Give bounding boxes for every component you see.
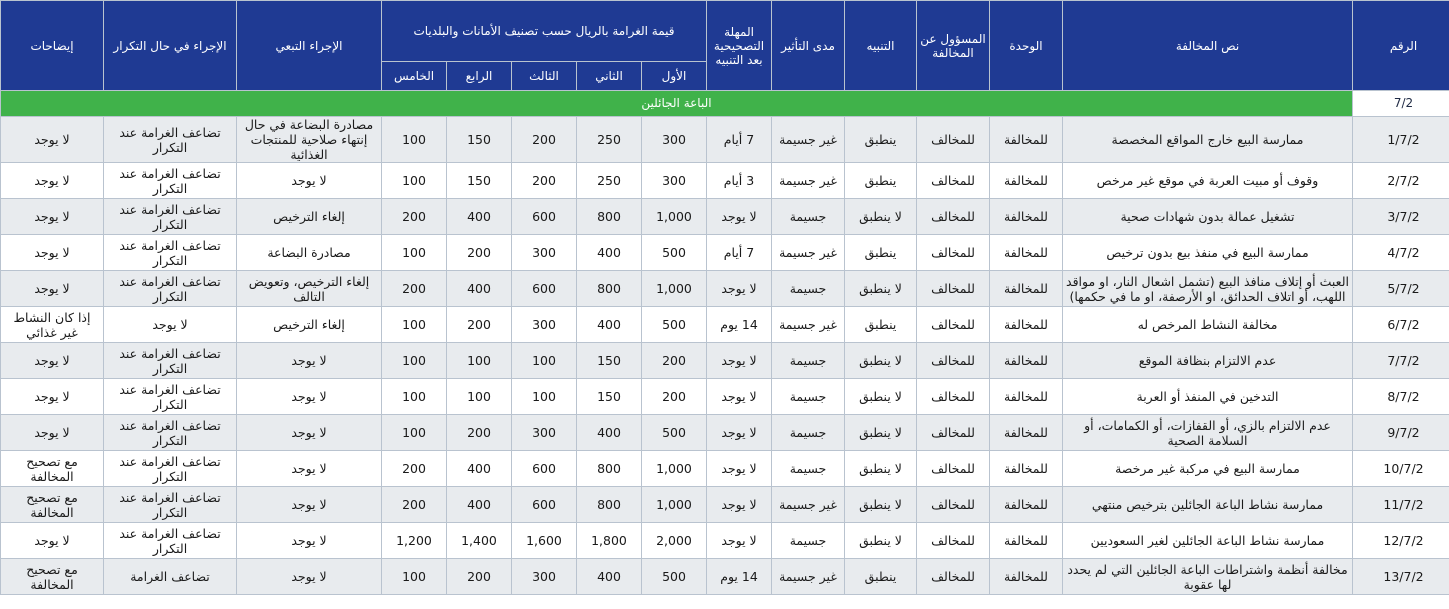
fine-fourth: 400: [447, 271, 512, 307]
header-severity: مدى التأثير: [772, 1, 845, 91]
violation-text: ممارسة نشاط الباعة الجائلين لغير السعوديين: [1063, 523, 1353, 559]
fine-first: 1,000: [642, 271, 707, 307]
violation-text: التدخين في المنفذ أو العربة: [1063, 379, 1353, 415]
unit-cell: للمخالفة: [990, 487, 1063, 523]
responsible-cell: للمخالف: [917, 343, 990, 379]
fine-third: 300: [512, 235, 577, 271]
fine-second: 800: [577, 271, 642, 307]
fine-fifth: 100: [382, 379, 447, 415]
section-number: 7/2: [1353, 91, 1449, 117]
violation-text: ممارسة البيع في منفذ بيع بدون ترخيص: [1063, 235, 1353, 271]
fine-first: 500: [642, 235, 707, 271]
warning-cell: ينطبق: [845, 307, 917, 343]
header-fourth: الرابع: [447, 62, 512, 91]
fine-fourth: 200: [447, 559, 512, 595]
header-repeat: الإجراء في حال التكرار: [104, 1, 237, 91]
violation-text: ممارسة البيع في مركبة غير مرخصة: [1063, 451, 1353, 487]
fine-third: 100: [512, 379, 577, 415]
grace-period-cell: لا يوجد: [707, 379, 772, 415]
violation-number: 10/7/2: [1353, 451, 1449, 487]
warning-cell: لا ينطبق: [845, 415, 917, 451]
followup-cell: لا يوجد: [237, 163, 382, 199]
warning-cell: لا ينطبق: [845, 523, 917, 559]
warning-cell: ينطبق: [845, 235, 917, 271]
notes-cell: إذا كان النشاط غير غذائي: [1, 307, 104, 343]
repeat-cell: تضاعف الغرامة عند التكرار: [104, 451, 237, 487]
notes-cell: لا يوجد: [1, 235, 104, 271]
unit-cell: للمخالفة: [990, 117, 1063, 163]
warning-cell: لا ينطبق: [845, 451, 917, 487]
warning-cell: ينطبق: [845, 163, 917, 199]
violation-text: عدم الالتزام بالزي، أو القفازات، أو الكمامات، أو السلامة الصحية: [1063, 415, 1353, 451]
violation-number: 6/7/2: [1353, 307, 1449, 343]
warning-cell: لا ينطبق: [845, 379, 917, 415]
header-text: نص المخالفة: [1063, 1, 1353, 91]
fine-fifth: 100: [382, 559, 447, 595]
violation-text: وقوف أو مبيت العربة في موقع غير مرخص: [1063, 163, 1353, 199]
fine-second: 800: [577, 487, 642, 523]
fine-fifth: 100: [382, 235, 447, 271]
fine-second: 150: [577, 379, 642, 415]
fine-fifth: 100: [382, 343, 447, 379]
fine-first: 500: [642, 307, 707, 343]
notes-cell: مع تصحيح المخالفة: [1, 559, 104, 595]
fine-fourth: 150: [447, 163, 512, 199]
fine-second: 1,800: [577, 523, 642, 559]
fine-fourth: 400: [447, 199, 512, 235]
notes-cell: مع تصحيح المخالفة: [1, 451, 104, 487]
responsible-cell: للمخالف: [917, 379, 990, 415]
unit-cell: للمخالفة: [990, 163, 1063, 199]
violation-text: العبث أو إتلاف منافذ البيع (تشمل اشعال النار، او مواقد اللهب، أو اتلاف الحدائق، او الأرصفة، او ما في حكمها): [1063, 271, 1353, 307]
fine-first: 1,000: [642, 451, 707, 487]
followup-cell: إلغاء الترخيص: [237, 199, 382, 235]
violation-text: مخالفة أنظمة واشتراطات الباعة الجائلين التي لم يحدد لها عقوبة: [1063, 559, 1353, 595]
fine-fourth: 400: [447, 487, 512, 523]
header-fifth: الخامس: [382, 62, 447, 91]
fine-fifth: 200: [382, 487, 447, 523]
violation-number: 4/7/2: [1353, 235, 1449, 271]
followup-cell: لا يوجد: [237, 415, 382, 451]
grace-period-cell: لا يوجد: [707, 271, 772, 307]
responsible-cell: للمخالف: [917, 117, 990, 163]
notes-cell: لا يوجد: [1, 199, 104, 235]
followup-cell: لا يوجد: [237, 343, 382, 379]
warning-cell: لا ينطبق: [845, 487, 917, 523]
fine-fourth: 200: [447, 415, 512, 451]
fine-second: 150: [577, 343, 642, 379]
fine-fourth: 1,400: [447, 523, 512, 559]
fine-fifth: 200: [382, 271, 447, 307]
followup-cell: مصادرة البضاعة في حال إنتهاء صلاحية للمنتجات الغذائية: [237, 117, 382, 163]
grace-period-cell: 3 أيام: [707, 163, 772, 199]
fine-fifth: 1,200: [382, 523, 447, 559]
fine-first: 200: [642, 379, 707, 415]
fine-fourth: 200: [447, 307, 512, 343]
fine-first: 1,000: [642, 199, 707, 235]
grace-period-cell: 14 يوم: [707, 307, 772, 343]
violation-number: 9/7/2: [1353, 415, 1449, 451]
table-row: [1, 117, 1449, 163]
unit-cell: للمخالفة: [990, 451, 1063, 487]
repeat-cell: تضاعف الغرامة عند التكرار: [104, 235, 237, 271]
severity-cell: غير جسيمة: [772, 163, 845, 199]
notes-cell: مع تصحيح المخالفة: [1, 487, 104, 523]
notes-cell: لا يوجد: [1, 523, 104, 559]
repeat-cell: تضاعف الغرامة عند التكرار: [104, 271, 237, 307]
repeat-cell: تضاعف الغرامة عند التكرار: [104, 199, 237, 235]
severity-cell: غير جسيمة: [772, 559, 845, 595]
fine-fourth: 100: [447, 379, 512, 415]
header-num: الرقم: [1353, 1, 1449, 91]
fine-fifth: 100: [382, 307, 447, 343]
unit-cell: للمخالفة: [990, 343, 1063, 379]
unit-cell: للمخالفة: [990, 559, 1063, 595]
repeat-cell: تضاعف الغرامة عند التكرار: [104, 379, 237, 415]
fine-second: 400: [577, 307, 642, 343]
table-row: [1, 307, 1449, 343]
violation-text: عدم الالتزام بنظافة الموقع: [1063, 343, 1353, 379]
warning-cell: ينطبق: [845, 117, 917, 163]
grace-period-cell: 7 أيام: [707, 235, 772, 271]
violation-text: تشغيل عمالة بدون شهادات صحية: [1063, 199, 1353, 235]
repeat-cell: تضاعف الغرامة عند التكرار: [104, 117, 237, 163]
severity-cell: جسيمة: [772, 271, 845, 307]
grace-period-cell: 14 يوم: [707, 559, 772, 595]
responsible-cell: للمخالف: [917, 415, 990, 451]
fine-first: 300: [642, 117, 707, 163]
violation-number: 5/7/2: [1353, 271, 1449, 307]
fine-second: 400: [577, 415, 642, 451]
violation-number: 11/7/2: [1353, 487, 1449, 523]
table-row: [1, 559, 1449, 595]
fine-first: 2,000: [642, 523, 707, 559]
table-row: [1, 379, 1449, 415]
severity-cell: جسيمة: [772, 199, 845, 235]
warning-cell: لا ينطبق: [845, 343, 917, 379]
unit-cell: للمخالفة: [990, 415, 1063, 451]
grace-period-cell: 7 أيام: [707, 117, 772, 163]
grace-period-cell: لا يوجد: [707, 199, 772, 235]
fine-first: 200: [642, 343, 707, 379]
grace-period-cell: لا يوجد: [707, 343, 772, 379]
fine-second: 800: [577, 451, 642, 487]
repeat-cell: تضاعف الغرامة عند التكرار: [104, 343, 237, 379]
fine-third: 200: [512, 117, 577, 163]
severity-cell: جسيمة: [772, 451, 845, 487]
grace-period-cell: لا يوجد: [707, 451, 772, 487]
fine-second: 400: [577, 235, 642, 271]
fine-second: 250: [577, 163, 642, 199]
fine-fourth: 200: [447, 235, 512, 271]
fine-third: 100: [512, 343, 577, 379]
unit-cell: للمخالفة: [990, 199, 1063, 235]
grace-period-cell: لا يوجد: [707, 487, 772, 523]
violation-number: 12/7/2: [1353, 523, 1449, 559]
header-responsible: المسؤول عن المخالفة: [917, 1, 990, 91]
fine-first: 500: [642, 559, 707, 595]
responsible-cell: للمخالف: [917, 271, 990, 307]
table-row: [1, 163, 1449, 199]
fine-second: 250: [577, 117, 642, 163]
repeat-cell: تضاعف الغرامة: [104, 559, 237, 595]
header-notes: إيضاحات: [1, 1, 104, 91]
header-third: الثالث: [512, 62, 577, 91]
followup-cell: إلغاء الترخيص، وتعويض التالف: [237, 271, 382, 307]
warning-cell: لا ينطبق: [845, 271, 917, 307]
table-row: [1, 271, 1449, 307]
responsible-cell: للمخالف: [917, 523, 990, 559]
violation-number: 1/7/2: [1353, 117, 1449, 163]
notes-cell: لا يوجد: [1, 117, 104, 163]
fine-third: 600: [512, 451, 577, 487]
severity-cell: غير جسيمة: [772, 117, 845, 163]
fine-first: 500: [642, 415, 707, 451]
unit-cell: للمخالفة: [990, 523, 1063, 559]
followup-cell: لا يوجد: [237, 451, 382, 487]
fine-second: 800: [577, 199, 642, 235]
unit-cell: للمخالفة: [990, 307, 1063, 343]
section-row: [1, 91, 1449, 117]
fine-fifth: 100: [382, 117, 447, 163]
unit-cell: للمخالفة: [990, 379, 1063, 415]
notes-cell: لا يوجد: [1, 379, 104, 415]
followup-cell: لا يوجد: [237, 523, 382, 559]
grace-period-cell: لا يوجد: [707, 523, 772, 559]
severity-cell: جسيمة: [772, 343, 845, 379]
table-row: [1, 343, 1449, 379]
notes-cell: لا يوجد: [1, 415, 104, 451]
fine-third: 600: [512, 487, 577, 523]
header-followup: الإجراء التبعي: [237, 1, 382, 91]
violation-number: 7/7/2: [1353, 343, 1449, 379]
unit-cell: للمخالفة: [990, 271, 1063, 307]
violation-number: 3/7/2: [1353, 199, 1449, 235]
table-row: [1, 487, 1449, 523]
severity-cell: غير جسيمة: [772, 487, 845, 523]
fine-third: 1,600: [512, 523, 577, 559]
repeat-cell: تضاعف الغرامة عند التكرار: [104, 415, 237, 451]
severity-cell: غير جسيمة: [772, 235, 845, 271]
repeat-cell: تضاعف الغرامة عند التكرار: [104, 487, 237, 523]
severity-cell: جسيمة: [772, 379, 845, 415]
fine-third: 600: [512, 271, 577, 307]
repeat-cell: تضاعف الغرامة عند التكرار: [104, 523, 237, 559]
violation-text: ممارسة نشاط الباعة الجائلين بترخيص منتهي: [1063, 487, 1353, 523]
fine-fifth: 100: [382, 415, 447, 451]
header-warning: التنبيه: [845, 1, 917, 91]
repeat-cell: تضاعف الغرامة عند التكرار: [104, 163, 237, 199]
header-grace: المهلة التصحيحية بعد التنبيه: [707, 1, 772, 91]
severity-cell: جسيمة: [772, 415, 845, 451]
fine-third: 300: [512, 559, 577, 595]
fine-second: 400: [577, 559, 642, 595]
table-row: [1, 199, 1449, 235]
fine-third: 600: [512, 199, 577, 235]
fine-third: 200: [512, 163, 577, 199]
responsible-cell: للمخالف: [917, 307, 990, 343]
followup-cell: مصادرة البضاعة: [237, 235, 382, 271]
responsible-cell: للمخالف: [917, 559, 990, 595]
notes-cell: لا يوجد: [1, 271, 104, 307]
table-row: [1, 235, 1449, 271]
fine-fifth: 200: [382, 451, 447, 487]
severity-cell: غير جسيمة: [772, 307, 845, 343]
violation-number: 2/7/2: [1353, 163, 1449, 199]
fine-first: 300: [642, 163, 707, 199]
fine-fifth: 100: [382, 163, 447, 199]
header-unit: الوحدة: [990, 1, 1063, 91]
followup-cell: إلغاء الترخيص: [237, 307, 382, 343]
violation-number: 13/7/2: [1353, 559, 1449, 595]
responsible-cell: للمخالف: [917, 451, 990, 487]
header-first: الأول: [642, 62, 707, 91]
followup-cell: لا يوجد: [237, 487, 382, 523]
responsible-cell: للمخالف: [917, 487, 990, 523]
unit-cell: للمخالفة: [990, 235, 1063, 271]
repeat-cell: لا يوجد: [104, 307, 237, 343]
warning-cell: لا ينطبق: [845, 199, 917, 235]
fine-fourth: 100: [447, 343, 512, 379]
warning-cell: ينطبق: [845, 559, 917, 595]
fine-first: 1,000: [642, 487, 707, 523]
section-title: الباعة الجائلين: [1, 91, 1353, 117]
fine-fourth: 150: [447, 117, 512, 163]
violation-text: مخالفة النشاط المرخص له: [1063, 307, 1353, 343]
severity-cell: جسيمة: [772, 523, 845, 559]
fine-fifth: 200: [382, 199, 447, 235]
fine-fourth: 400: [447, 451, 512, 487]
header-second: الثاني: [577, 62, 642, 91]
grace-period-cell: لا يوجد: [707, 415, 772, 451]
violation-number: 8/7/2: [1353, 379, 1449, 415]
violation-text: ممارسة البيع خارج المواقع المخصصة: [1063, 117, 1353, 163]
responsible-cell: للمخالف: [917, 235, 990, 271]
notes-cell: لا يوجد: [1, 343, 104, 379]
fine-third: 300: [512, 415, 577, 451]
responsible-cell: للمخالف: [917, 199, 990, 235]
responsible-cell: للمخالف: [917, 163, 990, 199]
followup-cell: لا يوجد: [237, 559, 382, 595]
followup-cell: لا يوجد: [237, 379, 382, 415]
header-fine-group: قيمة الغرامة بالريال حسب تصنيف الأمانات والبلديات: [382, 1, 707, 62]
table-row: [1, 451, 1449, 487]
notes-cell: لا يوجد: [1, 163, 104, 199]
fine-third: 300: [512, 307, 577, 343]
table-row: [1, 523, 1449, 559]
table-row: [1, 415, 1449, 451]
